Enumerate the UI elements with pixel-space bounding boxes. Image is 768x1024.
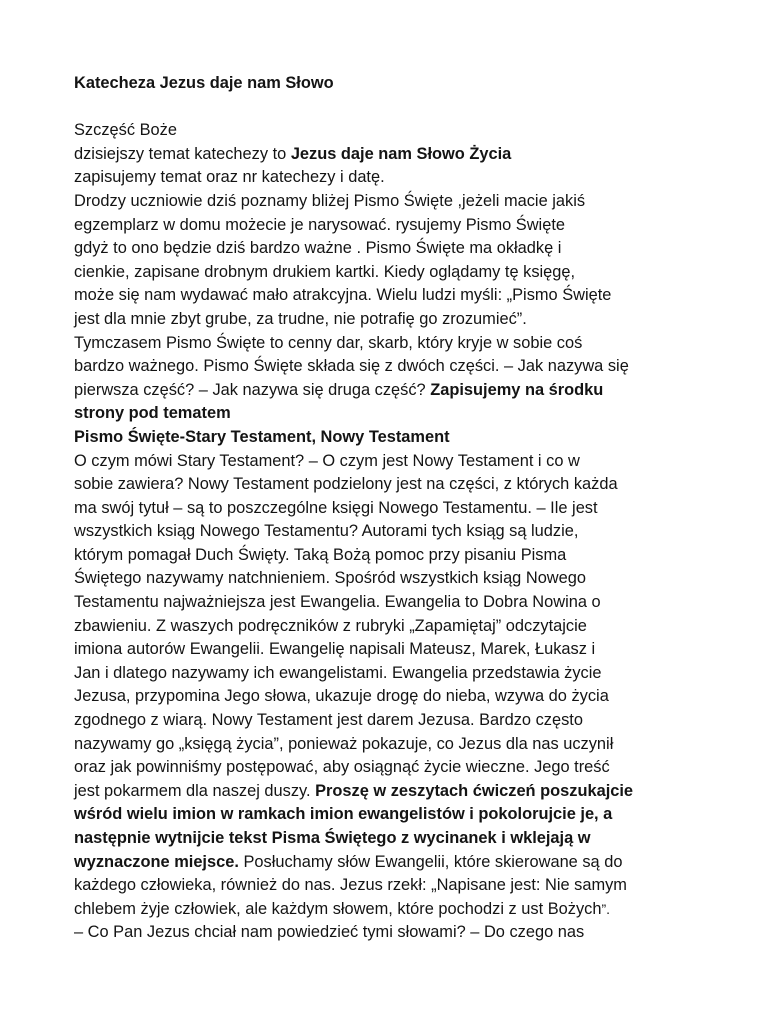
body-line <box>74 284 754 308</box>
text-span: Drodzy uczniowie dziś poznamy bliżej Pismo Święte ,jeżeli macie jakiś <box>74 191 586 210</box>
body-line <box>74 332 754 356</box>
body-line <box>74 709 754 733</box>
body-line <box>74 827 754 851</box>
text-span: oraz jak powinniśmy postępować, aby osiągnąć życie wieczne. Jego treść <box>74 758 610 777</box>
text-span: zapisujemy temat oraz nr katechezy i datę. <box>74 168 385 187</box>
text-span: Testamentu najważniejsza jest Ewangelia. Ewangelia to Dobra Nowina o <box>74 593 601 612</box>
text-span: każdego człowieka, również do nas. Jezus rzekł: „Napisane jest: Nie samym <box>74 876 627 895</box>
bold-text: Zapisujemy na środku <box>430 380 604 399</box>
body-line <box>74 190 754 214</box>
text-span: Tymczasem Pismo Święte to cenny dar, skarb, który kryje w sobie coś <box>74 333 583 352</box>
body-line <box>74 473 754 497</box>
text-span: – Co Pan Jezus chciał nam powiedzieć tymi słowami? – Do czego nas <box>74 923 585 942</box>
bold-text: wśród wielu imion w ramkach imion ewangelistów i pokolorujcie je, a <box>74 805 613 824</box>
body-line <box>74 166 754 190</box>
text-span: zbawieniu. Z waszych podręczników z rubryki „Zapamiętaj” odczytajcie <box>74 616 587 635</box>
body-line <box>74 615 754 639</box>
text-span: Świętego nazywamy natchnieniem. Spośród wszystkich ksiąg Nowego <box>74 569 586 588</box>
body-line <box>74 685 754 709</box>
body-line <box>74 119 754 143</box>
blank-line <box>74 96 754 120</box>
text-span: wszystkich ksiąg Nowego Testamentu? Autorami tych ksiąg są ludzie, <box>74 522 579 541</box>
body-line <box>74 780 754 804</box>
text-span: ma swój tytuł – są to poszczególne księgi Nowego Testamentu. – Ile jest <box>74 498 598 517</box>
body-line <box>74 591 754 615</box>
text-span: Jan i dlatego nazywamy ich ewangelistami. Ewangelia przedstawia życie <box>74 663 602 682</box>
text-span: może się nam wydawać mało atrakcyjna. Wielu ludzi myśli: „Pismo Święte <box>74 286 612 305</box>
body-line <box>74 426 754 450</box>
body-line <box>74 520 754 544</box>
body-line <box>74 143 754 167</box>
body-line <box>74 402 754 426</box>
text-span: dzisiejszy temat katechezy to <box>74 144 291 163</box>
text-span: sobie zawiera? Nowy Testament podzielony jest na części, z których każda <box>74 475 618 494</box>
body-line <box>74 921 754 945</box>
text-span: pierwsza część? – Jak nazywa się druga część? <box>74 380 431 399</box>
body-line <box>74 638 754 662</box>
body-line <box>74 662 754 686</box>
text-span: jest dla mnie zbyt grube, za trudne, nie potrafię go zrozumieć”. <box>74 309 527 328</box>
body-line <box>74 544 754 568</box>
body-line <box>74 567 754 591</box>
text-span: Jezusa, przypomina Jego słowa, ukazuje drogę do nieba, wzywa do życia <box>74 687 609 706</box>
body-line <box>74 355 754 379</box>
text-span: cienkie, zapisane drobnym drukiem kartki. Kiedy oglądamy tę księgę, <box>74 262 576 281</box>
text-span: O czym mówi Stary Testament? – O czym jest Nowy Testament i co w <box>74 451 580 470</box>
text-span: Szczęść Boże <box>74 121 177 140</box>
body-line <box>74 756 754 780</box>
body-line <box>74 851 754 875</box>
text-span: którym pomagał Duch Święty. Taką Bożą pomoc przy pisaniu Pisma <box>74 545 567 564</box>
text-span: nazywamy go „księgą życia”, ponieważ pokazuje, co Jezus dla nas uczynił <box>74 734 614 753</box>
body-line <box>74 261 754 285</box>
document-page <box>74 72 754 945</box>
bold-text: strony pod tematem <box>74 404 231 423</box>
text-span: zgodnego z wiarą. Nowy Testament jest darem Jezusa. Bardzo często <box>74 711 583 730</box>
text-span: gdyż to ono będzie dziś bardzo ważne . Pismo Święte ma okładkę i <box>74 239 562 258</box>
text-span: bardzo ważnego. Pismo Święte składa się z dwóch części. – Jak nazywa się <box>74 357 629 376</box>
body-line <box>74 898 754 922</box>
bold-text: Jezus daje nam Słowo Życia <box>290 144 512 163</box>
body-line <box>74 874 754 898</box>
text-span: egzemplarz w domu możecie je narysować. rysujemy Pismo Święte <box>74 215 565 234</box>
bold-text: wyznaczone miejsce. <box>74 852 239 871</box>
body-line <box>74 733 754 757</box>
text-span: jest pokarmem dla naszej duszy. <box>74 781 316 800</box>
document-title: Katecheza Jezus daje nam Słowo <box>74 74 334 92</box>
text-span: Posłuchamy słów Ewangelii, które skierowane są do <box>238 852 623 871</box>
body-line <box>74 308 754 332</box>
bold-text: Proszę w zeszytach ćwiczeń poszukajcie <box>315 781 634 800</box>
text-span: ”. <box>601 900 611 917</box>
bold-text: następnie wytnijcie tekst Pisma Świętego z wycinanek i wklejają w <box>74 829 591 847</box>
body-line <box>74 497 754 521</box>
document-body <box>74 119 754 945</box>
body-line <box>74 803 754 827</box>
body-line <box>74 237 754 261</box>
text-span: imiona autorów Ewangelii. Ewangelię napisali Mateusz, Marek, Łukasz i <box>74 640 596 659</box>
body-line <box>74 214 754 238</box>
body-line <box>74 379 754 403</box>
bold-text: Pismo Święte-Stary Testament, Nowy Testament <box>74 427 450 446</box>
text-span: chlebem żyje człowiek, ale każdym słowem, które pochodzi z ust Bożych <box>74 899 602 918</box>
body-line <box>74 450 754 474</box>
